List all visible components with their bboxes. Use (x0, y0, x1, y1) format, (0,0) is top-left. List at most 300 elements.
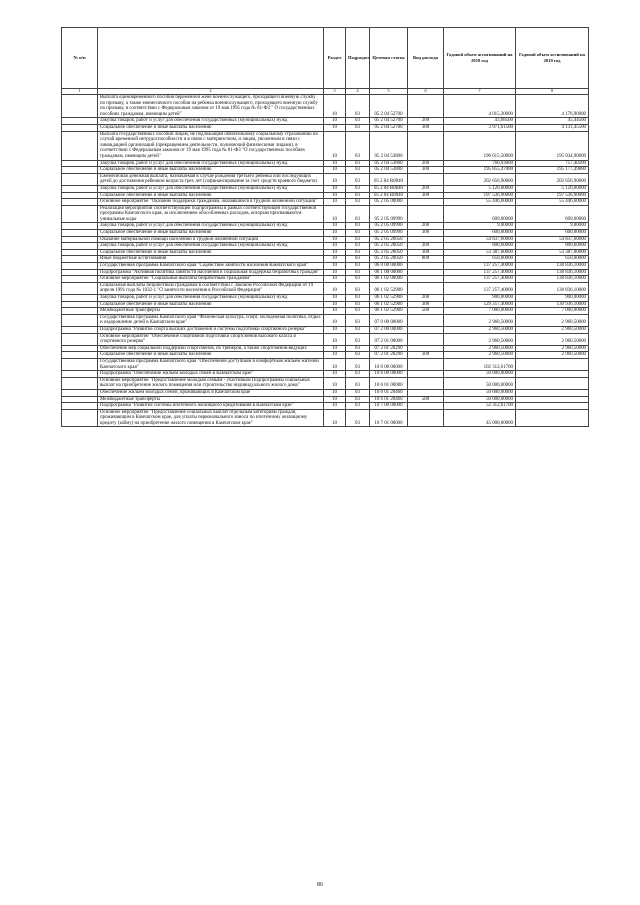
row-podrazdel-cell: 03 (346, 199, 370, 206)
row-csr-cell: 06 1 02 52900 (370, 295, 408, 302)
row-vr-cell (408, 131, 444, 160)
row-2018-cell: 609,00000 (444, 205, 516, 223)
row-number-cell (62, 295, 98, 302)
row-2018-cell: 9,00000 (444, 223, 516, 230)
row-csr-cell: 06 0 00 00000 (370, 263, 408, 270)
row-name-cell: Подпрограмма "Обеспечение жильем молодых семей в Камчатском крае" (98, 371, 324, 378)
row-podrazdel-cell: 03 (346, 192, 370, 199)
header-podrazdel: Подраздел (346, 28, 370, 89)
row-csr-cell: 05 2 04 53800 (370, 131, 408, 160)
row-2018-cell: 195 855,47000 (444, 167, 516, 174)
row-podrazdel-cell: 03 (346, 230, 370, 237)
row-name-cell: Подпрограмма "Развитие системы ипотечного жилищного кредитования в Камчатском крае" (98, 403, 324, 410)
row-vr-cell (408, 173, 444, 185)
row-name-cell: Социальное обеспечение и иные выплаты населению (98, 167, 324, 174)
table-row (62, 95, 589, 118)
row-csr-cell: 07 2 00 00000 (370, 326, 408, 333)
row-2019-cell: 2 960,50000 (516, 326, 589, 333)
budget-table (61, 27, 589, 427)
row-2019-cell: 45,44500 (516, 118, 589, 125)
row-2018-cell: 45 000,00000 (444, 409, 516, 427)
row-name-cell: Социальные выплаты безработным гражданам в соответствии с Законом Российской Федерации от 19 апреля 1991 года № 1032-1 "О занятости населения в Российской Федерации" (98, 282, 324, 294)
row-csr-cell: 10 6 00 00000 (370, 371, 408, 378)
row-podrazdel-cell: 03 (346, 167, 370, 174)
row-number-cell (62, 326, 98, 333)
col-number: 7 (444, 89, 516, 95)
row-csr-cell: 10 6 01 20460 (370, 396, 408, 403)
row-2019-cell: 138 836,10000 (516, 269, 589, 276)
row-number-cell (62, 192, 98, 199)
row-razdel-cell: 10 (324, 377, 346, 389)
header-num: № п/п (62, 28, 98, 89)
row-number-cell (62, 282, 98, 294)
table-row (62, 256, 589, 263)
row-2019-cell: 4 176,90000 (516, 95, 589, 118)
row-vr-cell: 200 (408, 223, 444, 230)
row-2019-cell: 138 836,10000 (516, 282, 589, 294)
row-razdel-cell: 10 (324, 256, 346, 263)
row-razdel-cell: 10 (324, 95, 346, 118)
row-number-cell (62, 333, 98, 345)
row-csr-cell: 07 2 01 00000 (370, 333, 408, 345)
row-podrazdel-cell: 03 (346, 301, 370, 308)
table-row (62, 192, 589, 199)
row-2018-cell: 5 120,00000 (444, 185, 516, 192)
row-podrazdel-cell: 03 (346, 352, 370, 359)
row-2019-cell (516, 396, 589, 403)
table-row (62, 389, 589, 396)
row-2018-cell: 7 000,00000 (444, 308, 516, 315)
row-podrazdel-cell: 03 (346, 308, 370, 315)
row-razdel-cell: 10 (324, 230, 346, 237)
row-number-cell (62, 124, 98, 131)
row-2018-cell: 2 960,50000 (444, 345, 516, 352)
table-row (62, 295, 589, 302)
row-razdel-cell: 10 (324, 314, 346, 326)
row-2018-cell: 54 837,60000 (444, 236, 516, 243)
row-name-cell: Оказание материальной помощи населению в трудной жизненной ситуации (98, 236, 324, 243)
row-vr-cell (408, 199, 444, 206)
row-vr-cell (408, 403, 444, 410)
row-razdel-cell: 10 (324, 352, 346, 359)
row-csr-cell: 05 2 05 09990 (370, 205, 408, 223)
row-name-cell: Государственная программа Камчатского края "Содействие занятости населения Камчатского края" (98, 263, 324, 270)
row-2018-cell: 202 656,90000 (444, 173, 516, 185)
row-name-cell: Социальное обеспечение и иные выплаты населению (98, 192, 324, 199)
row-vr-cell (408, 371, 444, 378)
row-podrazdel-cell: 03 (346, 95, 370, 118)
row-2019-cell: 9,00000 (516, 223, 589, 230)
table-row (62, 131, 589, 160)
row-razdel-cell: 10 (324, 185, 346, 192)
row-csr-cell: 06 1 02 52900 (370, 308, 408, 315)
row-name-cell: Межбюджетные трансферты (98, 396, 324, 403)
row-2019-cell: 650,00000 (516, 256, 589, 263)
row-csr-cell: 05 2 04 52700 (370, 95, 408, 118)
row-2018-cell: 2 960,50000 (444, 333, 516, 345)
row-razdel-cell: 10 (324, 249, 346, 256)
table-row (62, 276, 589, 283)
row-csr-cell: 07 2 01 20290 (370, 352, 408, 359)
row-razdel-cell: 10 (324, 173, 346, 185)
row-razdel-cell: 10 (324, 409, 346, 427)
row-csr-cell: 06 1 02 52900 (370, 282, 408, 294)
row-razdel-cell: 10 (324, 167, 346, 174)
row-2019-cell: 600,00000 (516, 230, 589, 237)
row-number-cell (62, 308, 98, 315)
row-2018-cell: 55 446,60000 (444, 199, 516, 206)
row-number-cell (62, 256, 98, 263)
row-podrazdel-cell: 03 (346, 377, 370, 389)
table-row (62, 263, 589, 270)
row-vr-cell: 200 (408, 295, 444, 302)
row-razdel-cell: 10 (324, 205, 346, 223)
row-2019-cell: 53 387,00000 (516, 249, 589, 256)
row-podrazdel-cell: 03 (346, 243, 370, 250)
row-podrazdel-cell: 03 (346, 131, 370, 160)
row-2019-cell: 800,60000 (516, 243, 589, 250)
table-row (62, 160, 589, 167)
row-vr-cell: 300 (408, 249, 444, 256)
row-number-cell (62, 371, 98, 378)
row-number-cell (62, 167, 98, 174)
row-name-cell: Социальное обеспечение и иные выплаты населению (98, 230, 324, 237)
row-vr-cell (408, 205, 444, 223)
table-row (62, 243, 589, 250)
row-csr-cell: 10 0 00 00000 (370, 358, 408, 370)
row-2019-cell: 2 960,50000 (516, 314, 589, 326)
row-name-cell: Закупка товаров, работ и услуг для обеспечения государственных (муниципальных) нужд (98, 185, 324, 192)
row-2019-cell: 195 177,49800 (516, 167, 589, 174)
row-name-cell: Основное мероприятие "Социальные выплаты безработным гражданам" (98, 276, 324, 283)
row-name-cell: Социальное обеспечение и иные выплаты населению (98, 249, 324, 256)
row-razdel-cell: 10 (324, 295, 346, 302)
row-podrazdel-cell: 03 (346, 358, 370, 370)
row-vr-cell (408, 333, 444, 345)
row-vr-cell (408, 236, 444, 243)
row-name-cell: Закупка товаров, работ и услуг для обеспечения государственных (муниципальных) нужд (98, 160, 324, 167)
row-podrazdel-cell: 03 (346, 173, 370, 185)
row-2018-cell: 196 615,50000 (444, 131, 516, 160)
row-razdel-cell: 10 (324, 396, 346, 403)
row-vr-cell: 500 (408, 308, 444, 315)
row-razdel-cell: 10 (324, 389, 346, 396)
row-razdel-cell: 10 (324, 192, 346, 199)
row-podrazdel-cell: 03 (346, 403, 370, 410)
row-podrazdel-cell: 03 (346, 223, 370, 230)
row-name-cell: Ежемесячная денежная выплата, назначаемая в случае рождения третьего ребенка или последующих детей до достижения ребенком возраста трех лет (софинансирование за счет средств краевого бюджета) (98, 173, 324, 185)
row-2018-cell: 50 000,00000 (444, 377, 516, 389)
row-2019-cell: 2 960,50000 (516, 352, 589, 359)
row-vr-cell (408, 282, 444, 294)
row-2019-cell (516, 403, 589, 410)
row-podrazdel-cell: 03 (346, 124, 370, 131)
row-razdel-cell: 10 (324, 403, 346, 410)
row-2018-cell: 137 257,40000 (444, 276, 516, 283)
row-2018-cell: 137 257,40000 (444, 282, 516, 294)
row-vr-cell: 300 (408, 124, 444, 131)
row-csr-cell: 07 0 00 00000 (370, 314, 408, 326)
table-row (62, 249, 589, 256)
table-row (62, 352, 589, 359)
col-number: 5 (370, 89, 408, 95)
row-csr-cell: 05 2 04 R0840 (370, 173, 408, 185)
row-2018-cell: 600,00000 (444, 230, 516, 237)
row-podrazdel-cell: 03 (346, 314, 370, 326)
table-row (62, 118, 589, 125)
row-name-cell: Государственная программа Камчатского края "Обеспечение доступным и комфортным жильем жителей Камчатского края" (98, 358, 324, 370)
row-2019-cell: 4 131,45500 (516, 124, 589, 131)
table-row (62, 205, 589, 223)
row-vr-cell (408, 95, 444, 118)
row-2018-cell: 900,00000 (444, 295, 516, 302)
row-csr-cell: 05 2 04 R0840 (370, 192, 408, 199)
row-razdel-cell: 10 (324, 358, 346, 370)
row-podrazdel-cell: 03 (346, 282, 370, 294)
row-2019-cell: 138 836,10000 (516, 263, 589, 270)
row-name-cell: Социальное обеспечение и иные выплаты населению (98, 301, 324, 308)
row-2019-cell: 757,40200 (516, 160, 589, 167)
row-name-cell: Основное мероприятие "Обеспечение спортивной подготовки спортсменов высокого класса и спортивного резерва" (98, 333, 324, 345)
table-header-row (62, 28, 589, 89)
row-2018-cell: 2 960,50000 (444, 314, 516, 326)
row-podrazdel-cell: 03 (346, 185, 370, 192)
row-podrazdel-cell: 03 (346, 333, 370, 345)
row-2019-cell: 130 936,10000 (516, 301, 589, 308)
row-number-cell (62, 199, 98, 206)
row-vr-cell (408, 409, 444, 427)
row-razdel-cell: 10 (324, 345, 346, 352)
row-number-cell (62, 160, 98, 167)
table-row (62, 345, 589, 352)
row-vr-cell: 300 (408, 301, 444, 308)
row-csr-cell: 05 2 05 09990 (370, 230, 408, 237)
row-razdel-cell: 10 (324, 371, 346, 378)
row-vr-cell: 200 (408, 118, 444, 125)
row-podrazdel-cell: 03 (346, 326, 370, 333)
row-razdel-cell: 10 (324, 326, 346, 333)
table-row (62, 333, 589, 345)
row-podrazdel-cell: 03 (346, 256, 370, 263)
row-vr-cell: 200 (408, 160, 444, 167)
row-2018-cell: 50 000,00000 (444, 396, 516, 403)
row-razdel-cell: 10 (324, 118, 346, 125)
row-csr-cell: 06 1 00 00000 (370, 269, 408, 276)
row-2019-cell: 195 934,90000 (516, 131, 589, 160)
table-row (62, 371, 589, 378)
row-csr-cell: 10 6 01 00000 (370, 377, 408, 389)
row-csr-cell: 10 6 01 20460 (370, 389, 408, 396)
row-name-cell: Реализация мероприятий соответствующей подпрограммы в рамках соответствующей государственной программы Камчатского края, за исключением обособленных расходов, которым присваиваются уникальные коды (98, 205, 324, 223)
row-csr-cell: 05 2 04 R0840 (370, 185, 408, 192)
row-number-cell (62, 223, 98, 230)
row-2018-cell: 137 257,40000 (444, 269, 516, 276)
row-vr-cell (408, 314, 444, 326)
header-2019: Годовой объем ассигнований на 2019 год (516, 28, 589, 89)
row-razdel-cell: 10 (324, 199, 346, 206)
row-2019-cell (516, 358, 589, 370)
table-row (62, 185, 589, 192)
row-2018-cell: 3 971,61500 (444, 124, 516, 131)
row-podrazdel-cell: 03 (346, 249, 370, 256)
row-razdel-cell: 10 (324, 308, 346, 315)
row-name-cell: Подпрограмма "Активная политика занятости населения и социальная поддержка безработных граждан" (98, 269, 324, 276)
row-name-cell: Выплата государственных пособий лицам, не подлежащим обязательному социальному страхованию на случай временной нетрудоспособности и в связи с материнством, и лицам, уволенным в связи с ликвидацией организаций (прекращением деятельности, полномочий физическими лицами), в соответствии с Федеральным законом от 19 мая 1995 года № 81-ФЗ "О государственных пособиях гражданам, имеющим детей" (98, 131, 324, 160)
row-podrazdel-cell: 03 (346, 236, 370, 243)
row-razdel-cell: 10 (324, 282, 346, 294)
row-vr-cell: 800 (408, 256, 444, 263)
row-vr-cell (408, 276, 444, 283)
row-vr-cell: 300 (408, 167, 444, 174)
row-vr-cell (408, 389, 444, 396)
row-podrazdel-cell: 03 (346, 205, 370, 223)
row-csr-cell: 07 2 01 20290 (370, 345, 408, 352)
row-2019-cell (516, 389, 589, 396)
row-number-cell (62, 249, 98, 256)
row-razdel-cell: 10 (324, 124, 346, 131)
row-2019-cell: 2 960,50000 (516, 345, 589, 352)
row-number-cell (62, 352, 98, 359)
table-row (62, 377, 589, 389)
row-csr-cell: 05 2 04 52700 (370, 118, 408, 125)
row-name-cell: Закупка товаров, работ и услуг для обеспечения государственных (муниципальных) нужд (98, 118, 324, 125)
row-number-cell (62, 403, 98, 410)
row-podrazdel-cell: 03 (346, 345, 370, 352)
row-csr-cell: 06 1 02 52900 (370, 301, 408, 308)
col-number: 1 (62, 89, 98, 95)
row-2018-cell: 52 312,61700 (444, 403, 516, 410)
col-number: 6 (408, 89, 444, 95)
row-2019-cell: 138 836,10000 (516, 276, 589, 283)
row-number-cell (62, 314, 98, 326)
table-row (62, 124, 589, 131)
row-name-cell: Социальное обеспечение и иные выплаты населению (98, 352, 324, 359)
row-name-cell: Основное мероприятие "Оказание поддержки гражданам, оказавшимся в трудной жизненной ситуации" (98, 199, 324, 206)
row-2018-cell: 4 015,30000 (444, 95, 516, 118)
row-2018-cell: 197 536,90000 (444, 192, 516, 199)
row-csr-cell: 05 2 04 53800 (370, 167, 408, 174)
row-2019-cell (516, 371, 589, 378)
table-row (62, 199, 589, 206)
col-number: 4 (346, 89, 370, 95)
header-vr: Вид расхода (408, 28, 444, 89)
row-2018-cell: 50 000,00000 (444, 389, 516, 396)
row-2019-cell: 900,00000 (516, 295, 589, 302)
table-row (62, 403, 589, 410)
col-number: 2 (98, 89, 324, 95)
row-name-cell: Закупка товаров, работ и услуг для обеспечения государственных (муниципальных) нужд (98, 295, 324, 302)
row-number-cell (62, 205, 98, 223)
row-csr-cell: 10 7 01 00000 (370, 409, 408, 427)
row-vr-cell: 200 (408, 243, 444, 250)
table-row (62, 223, 589, 230)
row-csr-cell: 06 1 02 00000 (370, 276, 408, 283)
row-vr-cell (408, 377, 444, 389)
table-row (62, 236, 589, 243)
row-name-cell: Закупка товаров, работ и услуг для обеспечения государственных (муниципальных) нужд (98, 243, 324, 250)
header-razdel: Раздел (324, 28, 346, 89)
row-vr-cell: 300 (408, 352, 444, 359)
table-row (62, 167, 589, 174)
row-podrazdel-cell: 03 (346, 371, 370, 378)
row-vr-cell: 300 (408, 192, 444, 199)
row-2019-cell: 5 120,00000 (516, 185, 589, 192)
row-name-cell: Закупка товаров, работ и услуг для обеспечения государственных (муниципальных) нужд (98, 223, 324, 230)
row-vr-cell: 200 (408, 185, 444, 192)
row-csr-cell: 05 2 04 52700 (370, 124, 408, 131)
row-podrazdel-cell: 03 (346, 160, 370, 167)
row-2018-cell: 43,68500 (444, 118, 516, 125)
table-row (62, 314, 589, 326)
row-podrazdel-cell: 03 (346, 295, 370, 302)
row-razdel-cell: 10 (324, 243, 346, 250)
table-row (62, 301, 589, 308)
row-2018-cell: 129 357,40000 (444, 301, 516, 308)
row-podrazdel-cell: 03 (346, 409, 370, 427)
row-2018-cell: 760,03000 (444, 160, 516, 167)
col-number: 8 (516, 89, 589, 95)
row-razdel-cell: 10 (324, 276, 346, 283)
row-number-cell (62, 95, 98, 118)
row-number-cell (62, 409, 98, 427)
row-name-cell: Иные бюджетные ассигнования (98, 256, 324, 263)
row-podrazdel-cell: 03 (346, 396, 370, 403)
row-vr-cell (408, 263, 444, 270)
row-razdel-cell: 10 (324, 263, 346, 270)
row-2019-cell: 2 960,50000 (516, 333, 589, 345)
row-2019-cell (516, 409, 589, 427)
row-2018-cell: 2 960,50000 (444, 352, 516, 359)
row-razdel-cell: 10 (324, 269, 346, 276)
row-number-cell (62, 377, 98, 389)
row-number-cell (62, 358, 98, 370)
row-podrazdel-cell: 03 (346, 118, 370, 125)
row-2019-cell: 197 536,90000 (516, 192, 589, 199)
row-podrazdel-cell: 03 (346, 263, 370, 270)
row-2019-cell: 202 656,90000 (516, 173, 589, 185)
table-row (62, 308, 589, 315)
row-name-cell: Выплата единовременного пособия беременной жене военнослужащего, проходящего военную службу по призыву, а также ежемесячного пособия на ребенка военнослужащего, проходящего военную службу по призыву, в соответствии с Федеральным законом от 19 мая 1995 года № 81-ФЗ " О государственных пособиях гражданам, имеющим детей" (98, 95, 324, 118)
table-row (62, 409, 589, 427)
row-2019-cell: 7 000,00000 (516, 308, 589, 315)
row-csr-cell: 10 7 00 00000 (370, 403, 408, 410)
row-csr-cell: 05 2 04 53800 (370, 160, 408, 167)
row-number-cell (62, 185, 98, 192)
row-2018-cell: 650,00000 (444, 256, 516, 263)
row-name-cell: Межбюджетные трансферты (98, 308, 324, 315)
col-number: 3 (324, 89, 346, 95)
row-number-cell (62, 301, 98, 308)
row-name-cell: Основное мероприятие "Предоставление социальных выплат отдельным категориям граждан, проживающим в Камчатском крае, для уплаты первоначального взноса по ипотечному жилищному кредиту (займу) на приобретение жилого помещения в Камчатском крае" (98, 409, 324, 427)
row-2019-cell: 55 446,60000 (516, 199, 589, 206)
row-number-cell (62, 243, 98, 250)
row-vr-cell (408, 358, 444, 370)
table-row (62, 269, 589, 276)
row-number-cell (62, 396, 98, 403)
row-number-cell (62, 118, 98, 125)
table-row (62, 230, 589, 237)
row-csr-cell: 05 2 05 00000 (370, 199, 408, 206)
table-row (62, 326, 589, 333)
header-csr: Целевая статья (370, 28, 408, 89)
row-name-cell: Основное мероприятие "Предоставление молодым семьям - участникам Подпрограммы социальных выплат на приобретение жилого помещения или строительство индивидуального жилого дома" (98, 377, 324, 389)
row-name-cell: Государственная программа Камчатского края "Физическая культура, спорт, молодежная политика, отдых и оздоровление детей в Камчатском крае" (98, 314, 324, 326)
table-row (62, 173, 589, 185)
row-csr-cell: 05 2 05 20050 (370, 236, 408, 243)
row-vr-cell (408, 345, 444, 352)
row-number-cell (62, 131, 98, 160)
row-number-cell (62, 276, 98, 283)
